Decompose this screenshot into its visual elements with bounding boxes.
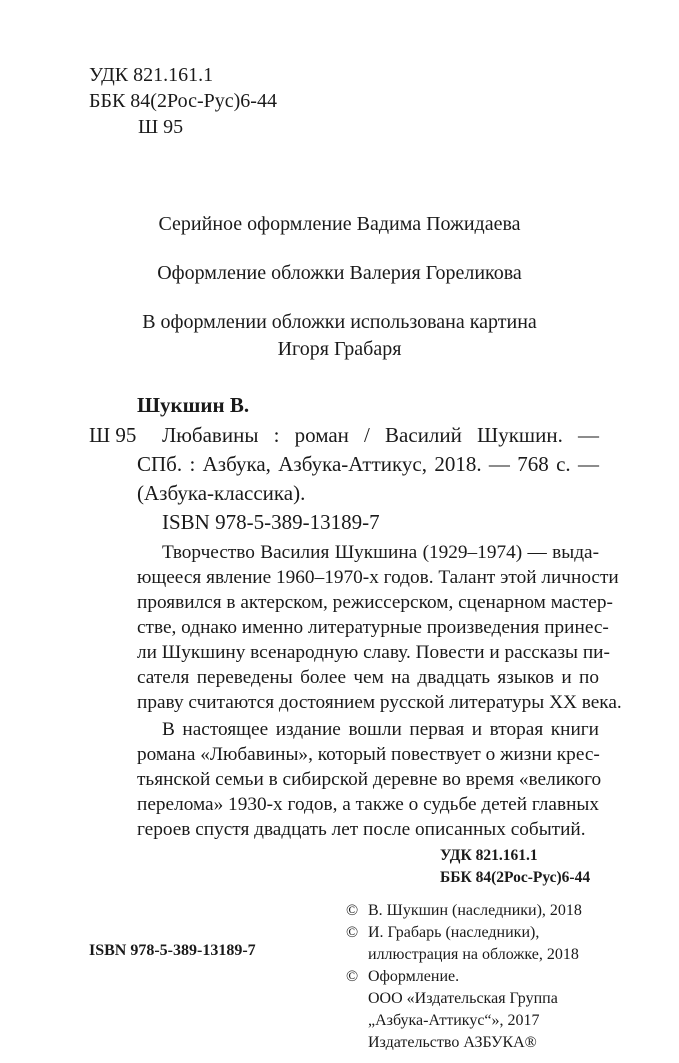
annotation-p2-line-4: перелома» 1930-х годов, а также о судьбе детей главных (137, 794, 599, 815)
bbk-code: ББК 84(2Рос-Рус)6-44 (89, 90, 277, 112)
bib-isbn: ISBN 978-5-389-13189-7 (162, 510, 380, 534)
credits-block (0, 211, 679, 238)
cover-painting-block (0, 309, 679, 363)
copyright-design: Оформление. (368, 968, 460, 985)
annotation-p1-line-2: ющееся явление 1960–1970-х годов. Талант этой личности (137, 567, 619, 588)
copyright-publisher-2: „Азбука-Аттикус“», 2017 (368, 1012, 540, 1029)
annotation-p1-line-6: сателя переведены более чем на двадцать языков и по (137, 667, 599, 688)
copyright-row-publisher-1 (346, 988, 606, 1010)
annotation-p1-line-1: Творчество Василия Шукшина (1929–1974) — выда- (162, 542, 599, 563)
copyright-publisher-1: ООО «Издательская Группа (368, 990, 558, 1007)
annotation-p1-line-4: стве, однако именно литературные произведения принес- (137, 617, 609, 638)
copyright-row-publisher-2 (346, 1010, 606, 1032)
copyright-indent (346, 988, 368, 1010)
bib-line-2: СПб. : Азбука, Азбука-Аттикус, 2018. — 768 с. — (137, 452, 599, 476)
annotation-p2-line-3: тьянской семьи в сибирской деревне во время «великого (137, 769, 602, 790)
author-name: Шукшин В. (137, 393, 250, 417)
index-udk: УДК 821.161.1 (440, 847, 538, 864)
copyright-row-publisher-3 (346, 1032, 606, 1054)
copyright-symbol: © (346, 902, 359, 919)
bib-author-mark: Ш 95 (89, 423, 137, 447)
annotation-p1-line-7: праву считаются достоянием русской литературы XX века. (137, 692, 622, 713)
copyright-illustration-note: иллюстрация на обложке, 2018 (368, 946, 579, 963)
copyright-indent (346, 1032, 368, 1054)
annotation-p2-line-1: В настоящее издание вошли первая и вторая книги (162, 719, 599, 740)
cover-painting-line-1: В оформлении обложки использована картина (142, 311, 537, 333)
annotation-p1-line-3: проявился в актерском, режиссерском, сценарном мастер- (137, 592, 613, 613)
copyright-row-illustration-cont (346, 944, 606, 966)
copyright-row-design (346, 966, 606, 988)
copyright-row-author (346, 900, 606, 922)
copyright-publisher-3: Издательство АЗБУКА® (368, 1034, 537, 1051)
index-bbk: ББК 84(2Рос-Рус)6-44 (440, 869, 591, 886)
bib-line-3: (Азбука-классика). (137, 481, 306, 505)
isbn-bottom: ISBN 978-5-389-13189-7 (89, 942, 256, 959)
copyright-symbol: © (346, 924, 359, 941)
annotation-p2-line-5: героев спустя двадцать лет после описанных событий. (137, 819, 586, 840)
copyright-block (346, 900, 606, 1054)
author-mark: Ш 95 (138, 116, 184, 138)
annotation-p2-line-2: романа «Любавины», который повествует о жизни крес- (137, 744, 600, 765)
cover-design-block (0, 260, 679, 287)
copyright-author: В. Шукшин (наследники), 2018 (368, 902, 582, 919)
cover-painting-line-2: Игоря Грабаря (277, 338, 402, 360)
annotation-p1-line-5: ли Шукшину всенародную славу. Повести и рассказы пи- (137, 642, 610, 663)
bib-line-1: Любавины : роман / Василий Шукшин. — (162, 423, 599, 447)
cover-design-credit: Оформление обложки Валерия Гореликова (157, 262, 522, 284)
series-design-credit: Серийное оформление Вадима Пожидаева (158, 213, 521, 235)
copyright-indent (346, 944, 368, 966)
copyright-symbol: © (346, 968, 359, 985)
copyright-indent (346, 1010, 368, 1032)
udk-code: УДК 821.161.1 (89, 64, 214, 86)
copyright-row-illustration (346, 922, 606, 944)
copyright-illustrator: И. Грабарь (наследники), (368, 924, 540, 941)
